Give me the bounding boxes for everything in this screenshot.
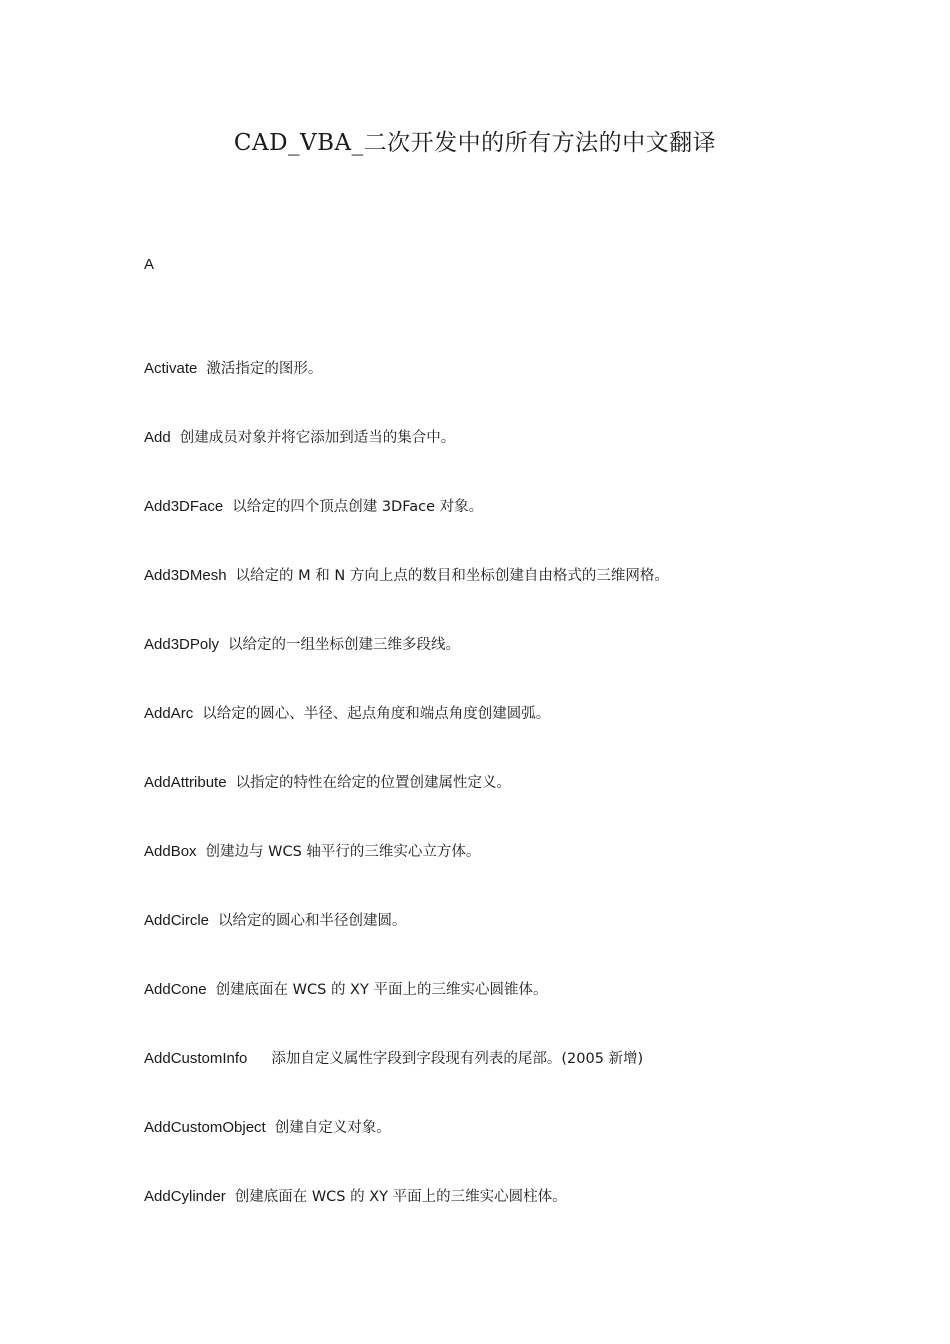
method-entry-add xyxy=(144,427,844,496)
method-description: 创建底面在 WCS 的 XY 平面上的三维实心圆锥体。 xyxy=(215,982,548,998)
method-name: AddCircle xyxy=(144,912,210,929)
method-name: AddArc xyxy=(144,705,194,722)
method-description: 激活指定的图形。 xyxy=(206,361,323,377)
method-description: 以给定的圆心、半径、起点角度和端点角度创建圆弧。 xyxy=(202,706,551,722)
method-list xyxy=(144,358,844,1255)
method-description: 以给定的圆心和半径创建圆。 xyxy=(218,913,407,929)
section-heading-letter: A xyxy=(144,256,155,273)
method-name: Add3DMesh xyxy=(144,567,227,584)
method-name: Add xyxy=(144,429,171,446)
method-description: 创建成员对象并将它添加到适当的集合中。 xyxy=(179,430,456,446)
method-name: AddCustomInfo xyxy=(144,1050,248,1067)
method-description: 添加自定义属性字段到字段现有列表的尾部。(2005 新增) xyxy=(271,1051,644,1067)
method-name: Add3DPoly xyxy=(144,636,220,653)
method-description: 创建边与 WCS 轴平行的三维实心立方体。 xyxy=(205,844,481,860)
method-entry-addcylinder xyxy=(144,1186,844,1255)
method-description: 以给定的 M 和 N 方向上点的数目和坐标创建自由格式的三维网格。 xyxy=(235,568,669,584)
method-entry-addcustominfo xyxy=(144,1048,844,1117)
method-description: 以给定的一组坐标创建三维多段线。 xyxy=(228,637,461,653)
method-name: AddBox xyxy=(144,843,197,860)
method-description: 以给定的四个顶点创建 3DFace 对象。 xyxy=(232,499,484,515)
method-entry-add3dmesh xyxy=(144,565,844,634)
document-title: CAD_VBA_二次开发中的所有方法的中文翻译 xyxy=(233,130,717,156)
method-entry-activate xyxy=(144,358,844,427)
method-description: 创建底面在 WCS 的 XY 平面上的三维实心圆柱体。 xyxy=(234,1189,567,1205)
method-name: AddCylinder xyxy=(144,1188,226,1205)
method-name: AddAttribute xyxy=(144,774,227,791)
method-entry-addattribute xyxy=(144,772,844,841)
method-name: Add3DFace xyxy=(144,498,224,515)
method-description: 以指定的特性在给定的位置创建属性定义。 xyxy=(235,775,512,791)
method-name: AddCone xyxy=(144,981,207,998)
method-entry-addcircle xyxy=(144,910,844,979)
method-name: AddCustomObject xyxy=(144,1119,266,1136)
method-entry-addcone xyxy=(144,979,844,1048)
method-entry-add3dpoly xyxy=(144,634,844,703)
method-entry-addarc xyxy=(144,703,844,772)
method-entry-addcustomobject xyxy=(144,1117,844,1186)
method-name: Activate xyxy=(144,360,198,377)
method-entry-add3dface xyxy=(144,496,844,565)
method-description: 创建自定义对象。 xyxy=(274,1120,391,1136)
method-entry-addbox xyxy=(144,841,844,910)
